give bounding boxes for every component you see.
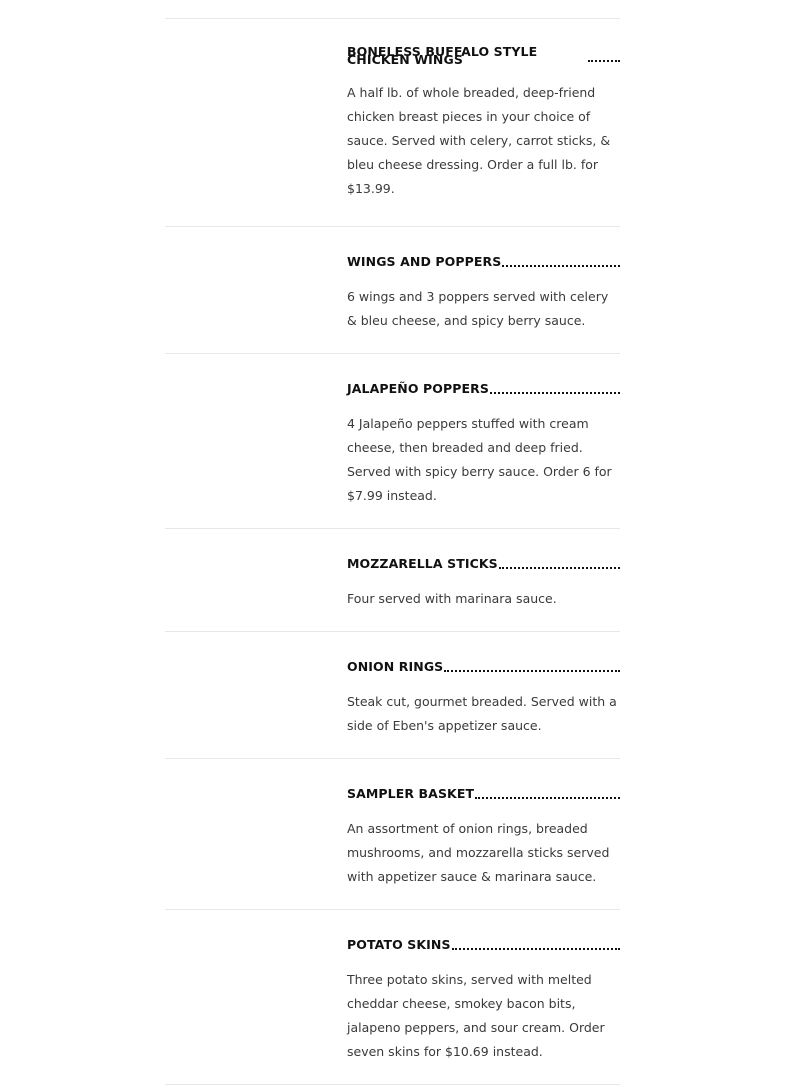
menu-item-description: Three potato skins, served with melted cheddar cheese, smokey bacon bits, jalapeno peppers, and sour cream. Order seven skins for $10.69 instead. [347,972,605,1059]
menu-item-title: JALAPEÑO POPPERS [347,381,489,396]
menu-item-description: 6 wings and 3 poppers served with celery & bleu cheese, and spicy berry sauce. [347,289,609,328]
price-leader-dots [444,670,620,672]
menu-item-description: A half lb. of whole breaded, deep-friend chicken breast pieces in your choice of sauce. Served with celery, carrot sticks, & bleu cheese dressing. Order a full lb. for $13.99. [347,85,611,196]
menu-item-onion-rings [165,632,620,758]
menu-item-title-row [347,557,620,571]
menu-item-sampler-basket [165,759,620,909]
menu-item-jalapeno-poppers [165,354,620,528]
menu-item-description: Four served with marinara sauce. [347,591,557,606]
menu-item-description: 4 Jalapeño peppers stuffed with cream cheese, then breaded and deep fried. Served with spicy berry sauce. Order 6 for $7.99 instead. [347,416,612,503]
menu-item-title-row [347,938,620,952]
menu-divider [165,1084,620,1085]
menu-item-wings-and-poppers [165,227,620,353]
menu-item-title: MOZZARELLA STICKS [347,556,498,571]
menu-item-title: SAMPLER BASKET [347,786,475,801]
price-leader-dots [490,392,620,394]
menu-item-title-row [347,787,620,801]
menu-item-title-row [347,660,620,674]
menu-item-title: POTATO SKINS [347,937,451,952]
appetizer-menu-list [165,0,620,1085]
menu-item-mozzarella-sticks [165,529,620,631]
price-leader-dots [499,567,620,569]
menu-item-title: ONION RINGS [347,659,444,674]
menu-item-title: WINGS AND POPPERS [347,254,502,269]
menu-item-title-row [347,382,620,396]
price-leader-dots [452,948,620,950]
menu-item-title: BONELESS BUFFALO STYLE CHICKEN WINGS [347,44,538,67]
menu-item-description: Steak cut, gourmet breaded. Served with a side of Eben's appetizer sauce. [347,694,617,733]
menu-item-title-row [347,255,620,269]
price-leader-dots [475,797,620,799]
menu-item-boneless-wings [165,19,620,226]
menu-item-title-row [347,44,620,67]
price-leader-dots [502,265,620,267]
price-leader-dots [588,60,620,62]
menu-item-description: An assortment of onion rings, breaded mushrooms, and mozzarella sticks served with appetizer sauce & marinara sauce. [347,821,610,884]
menu-item-potato-skins [165,910,620,1084]
